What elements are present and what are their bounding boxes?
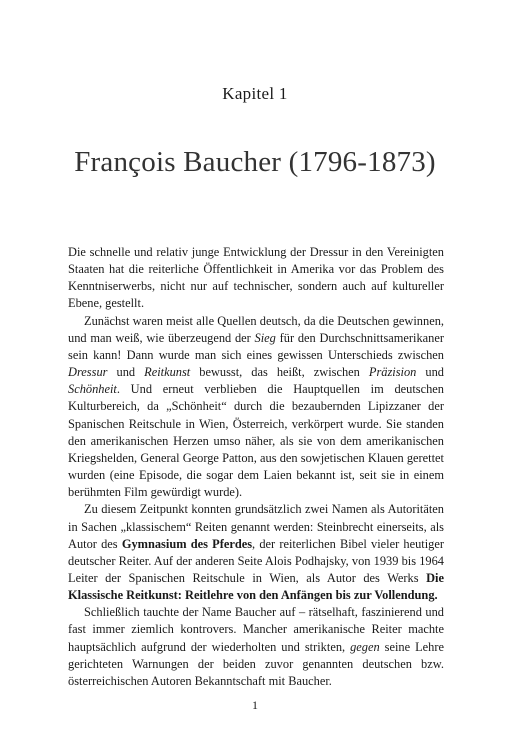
page-number: 1 xyxy=(252,698,258,712)
paragraph xyxy=(68,604,444,690)
emphasis-text: Dressur xyxy=(68,365,108,380)
text-run: Die schnelle und relativ junge Entwicklung der Dressur in den Vereinigten Staaten hat die reiterliche Öffentlichkeit in Amerika vor das Problem des Kenntniserwerbs, nicht nur auf technischer, sondern auch auf kultureller Ebene, gestellt. xyxy=(68,245,444,311)
paragraph xyxy=(68,501,444,604)
text-run: Schließlich tauchte der Name Baucher auf – rätselhaft, faszinierend und fast immer ziemlich kontrovers. Mancher amerikanische Reiter machte hauptsächlich aufgrund der wiederholten und strikten, xyxy=(68,605,444,654)
text-run: für den Durchschnittsamerikaner sein kann! Dann wurde man sich eines gewissen Unterschieds zwischen xyxy=(68,330,444,362)
text-run: Zunächst waren meist alle Quellen deutsch, da die Deutschen gewinnen, und man weiß, wie überzeugend der xyxy=(68,313,444,345)
emphasis-text: Präzision xyxy=(368,365,417,380)
chapter-title: François Baucher (1796-1873) xyxy=(74,146,436,178)
emphasis-text: Sieg xyxy=(254,330,276,345)
text-run: . Und erneut verblieben die Hauptquellen im deutschen Kulturbereich, da „Schönheit“ durch die bezaubernden Lipizzaner der Spanischen Reitschule in Wien, Österreich, verkörpert wurde. Sie standen den amerikanischen Herzen umso näher, als sie von dem amerikanischen Kriegshelden, General George Patton, aus den sowjetischen Klauen gerettet wurden (eine Episode, die sogar dem Laien bekannt ist, seit sie in einem berühmten Film gewürdigt wurde). xyxy=(68,382,444,500)
text-run: , der reiterlichen Bibel vieler heutiger deutscher Reiter. Auf der anderen Seite Alois Podhajsky, von 1939 bis 1964 Leiter der Spanischen Reitschule in Wien, als Autor des Werks xyxy=(68,536,444,585)
paragraph xyxy=(68,313,444,502)
text-run: und xyxy=(416,365,444,380)
text-run: Zu diesem Zeitpunkt konnten grundsätzlich zwei Namen als Autoritäten in Sachen „klassischem“ Reiten genannt werden: Steinbrecht einerseits, als Autor des xyxy=(68,502,444,551)
text-run: seine Lehre gerichteten Warnungen der beiden zuvor genannten deutschen bzw. österreichischen Autoren Bekanntschaft mit Baucher. xyxy=(68,639,444,688)
bold-text: Die Klassische Reitkunst: Reitlehre von den Anfängen bis zur Vollendung. xyxy=(68,570,444,603)
text-run: und xyxy=(107,365,145,380)
bold-text: Gymnasium des Pferdes xyxy=(121,536,253,551)
chapter-label: Kapitel 1 xyxy=(222,84,288,103)
emphasis-text: gegen xyxy=(350,639,380,654)
emphasis-text: Schönheit xyxy=(68,382,117,397)
emphasis-text: Reitkunst xyxy=(144,365,191,380)
paragraph xyxy=(68,244,444,313)
text-run: bewusst, das heißt, zwischen xyxy=(190,365,369,380)
body-text xyxy=(68,244,444,690)
